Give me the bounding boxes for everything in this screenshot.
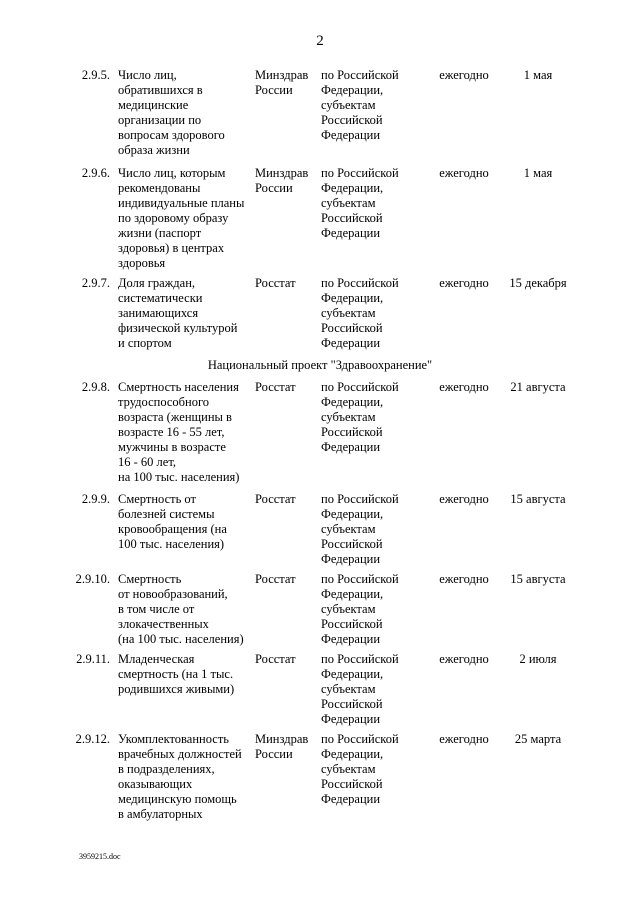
indicator-name: Число лиц, обратившихся в медицинские организации по вопросам здорового образа жизни <box>118 68 225 157</box>
periodicity: ежегодно <box>439 492 489 506</box>
data-level: по Российской Федерации, субъектам Российской Федерации <box>321 380 399 454</box>
periodicity: ежегодно <box>439 572 489 586</box>
table-row <box>0 652 640 732</box>
deadline: 2 июля <box>519 652 557 666</box>
deadline: 15 августа <box>510 492 566 506</box>
responsible-agency: Росстат <box>255 276 296 290</box>
deadline: 1 мая <box>523 166 553 180</box>
deadline: 15 декабря <box>509 276 567 290</box>
table-row <box>0 166 640 276</box>
data-level: по Российской Федерации, субъектам Российской Федерации <box>321 732 399 806</box>
table-row <box>0 732 640 828</box>
table-row <box>0 68 640 166</box>
table-row <box>0 380 640 492</box>
periodicity: ежегодно <box>439 166 489 180</box>
indicator-name: Укомплектованность врачебных должностей в подразделениях, оказывающих медицинскую помощь в амбулаторных <box>118 732 242 821</box>
periodicity: ежегодно <box>439 380 489 394</box>
indicator-name: Смертность от болезней системы кровообращения (на 100 тыс. населения) <box>118 492 227 551</box>
data-level: по Российской Федерации, субъектам Российской Федерации <box>321 492 399 566</box>
row-number: 2.9.10. <box>75 572 110 586</box>
deadline: 21 августа <box>510 380 566 394</box>
row-number: 2.9.5. <box>81 68 110 82</box>
table-row <box>0 276 640 358</box>
indicator-name: Смертность населения трудоспособного возраста (женщины в возрасте 16 - 55 лет, мужчины в возрасте 16 - 60 лет, на 100 тыс. населения) <box>118 380 240 484</box>
row-number: 2.9.7. <box>81 276 110 290</box>
responsible-agency: Минздрав России <box>255 732 309 761</box>
row-number: 2.9.8. <box>81 380 110 394</box>
data-level: по Российской Федерации, субъектам Российской Федерации <box>321 68 399 142</box>
table-row <box>0 492 640 572</box>
data-level: по Российской Федерации, субъектам Российской Федерации <box>321 276 399 350</box>
deadline: 25 марта <box>514 732 562 746</box>
indicator-name: Младенческая смертность (на 1 тыс. родившихся живыми) <box>118 652 235 696</box>
responsible-agency: Минздрав России <box>255 166 309 195</box>
responsible-agency: Росстат <box>255 380 296 394</box>
row-number: 2.9.9. <box>81 492 110 506</box>
row-number: 2.9.12. <box>75 732 110 746</box>
page-number: 2 <box>316 33 324 49</box>
responsible-agency: Росстат <box>255 572 296 586</box>
file-name-footer: 3959215.doc <box>79 852 121 861</box>
indicator-table <box>0 68 640 828</box>
row-number: 2.9.11. <box>76 652 110 666</box>
table-row <box>0 572 640 652</box>
periodicity: ежегодно <box>439 652 489 666</box>
responsible-agency: Росстат <box>255 492 296 506</box>
row-number: 2.9.6. <box>81 166 110 180</box>
indicator-name: Доля граждан, систематически занимающихся физической культурой и спортом <box>118 276 238 350</box>
responsible-agency: Росстат <box>255 652 296 666</box>
section-title: Национальный проект "Здравоохранение" <box>207 358 433 372</box>
deadline: 15 августа <box>510 572 566 586</box>
data-level: по Российской Федерации, субъектам Российской Федерации <box>321 652 399 726</box>
responsible-agency: Минздрав России <box>255 68 309 97</box>
indicator-name: Смертность от новообразований, в том числе от злокачественных (на 100 тыс. населения) <box>118 572 244 646</box>
periodicity: ежегодно <box>439 732 489 746</box>
periodicity: ежегодно <box>439 276 489 290</box>
data-level: по Российской Федерации, субъектам Российской Федерации <box>321 572 399 646</box>
deadline: 1 мая <box>523 68 553 82</box>
data-level: по Российской Федерации, субъектам Российской Федерации <box>321 166 399 240</box>
periodicity: ежегодно <box>439 68 489 82</box>
indicator-name: Число лиц, которым рекомендованы индивидуальные планы по здоровому образу жизни (паспорт здоровья) в центрах здоровья <box>118 166 245 270</box>
